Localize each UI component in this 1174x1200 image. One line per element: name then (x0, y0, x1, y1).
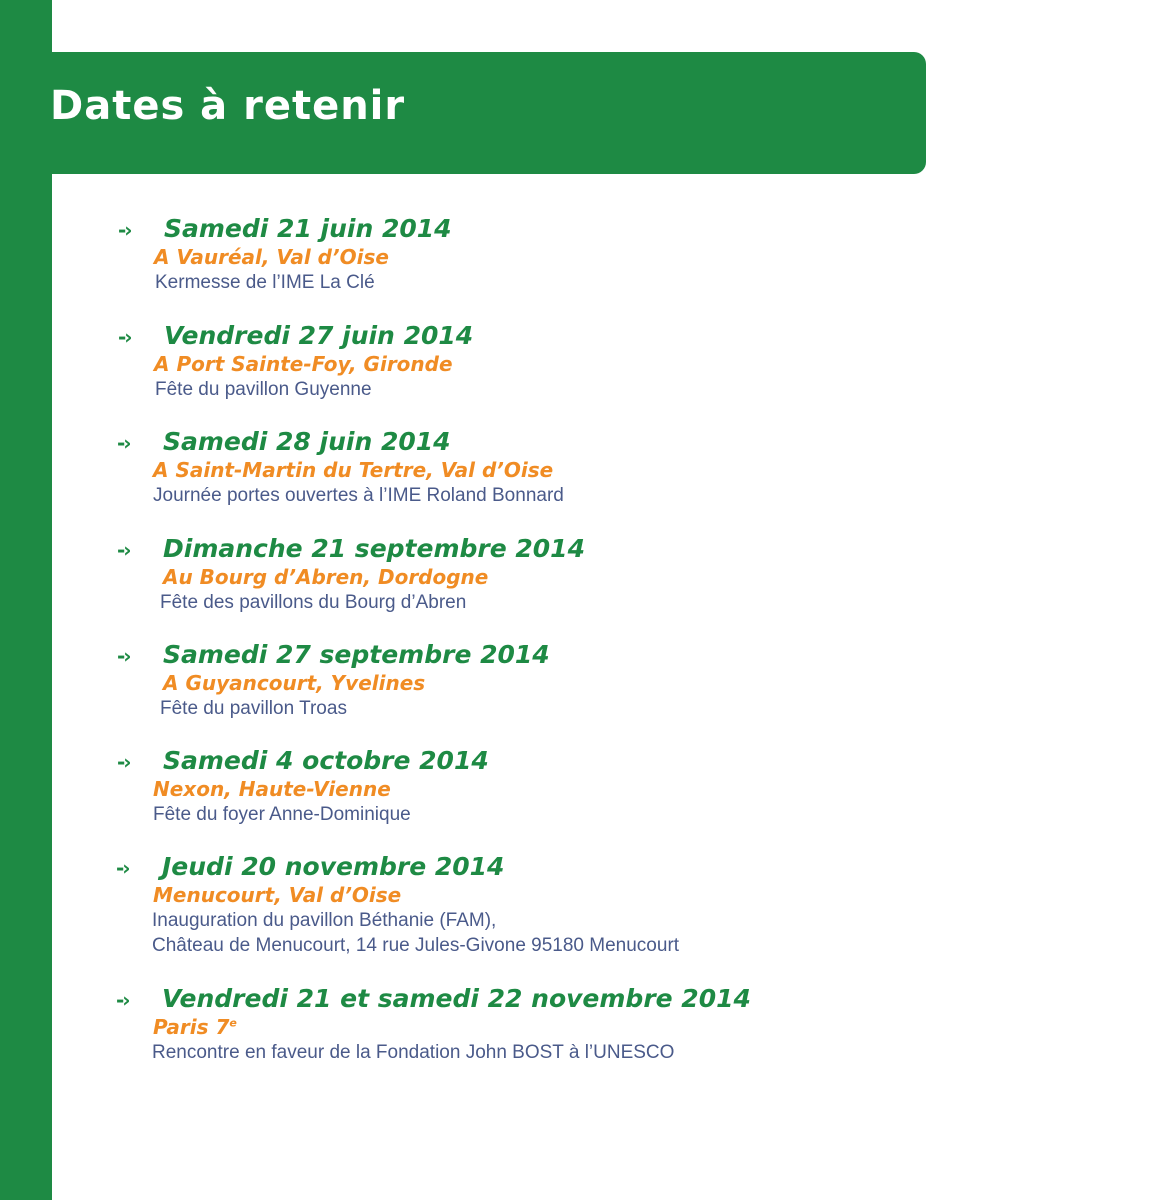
event-place-superscript: e (229, 1016, 237, 1030)
event-item (117, 640, 550, 721)
event-date: Dimanche 21 septembre 2014 (163, 534, 585, 563)
event-item (116, 852, 680, 958)
event-description: Fête des pavillons du Bourg d’Abren (160, 592, 467, 613)
event-description: Rencontre en faveur de la Fondation John BOST à l’UNESCO (152, 1042, 675, 1063)
event-place (153, 1014, 751, 1040)
event-date: Jeudi 20 novembre 2014 (162, 852, 505, 881)
event-description-line2: Château de Menucourt, 14 rue Jules-Givone 95180 Menucourt (152, 935, 680, 956)
arrow-right-icon: -› (117, 750, 130, 774)
event-description: Fête du pavillon Guyenne (155, 379, 372, 400)
event-item (117, 746, 489, 827)
arrow-right-icon: -› (118, 218, 131, 242)
event-date: Vendredi 27 juin 2014 (164, 321, 474, 350)
event-date: Samedi 21 juin 2014 (164, 214, 452, 243)
arrow-right-icon: -› (116, 988, 129, 1012)
event-date: Samedi 4 octobre 2014 (163, 746, 489, 775)
page-title: Dates à retenir (50, 83, 406, 129)
event-place: Menucourt, Val d’Oise (153, 883, 402, 907)
event-description: Journée portes ouvertes à l’IME Roland Bonnard (153, 485, 564, 506)
event-place: A Port Sainte-Foy, Gironde (154, 352, 453, 376)
event-place: Au Bourg d’Abren, Dordogne (163, 565, 489, 589)
event-place: Nexon, Haute-Vienne (153, 777, 391, 801)
event-date: Vendredi 21 et samedi 22 novembre 2014 (162, 984, 751, 1013)
event-item (117, 534, 585, 615)
event-place-text: Paris 7 (153, 1015, 230, 1039)
event-description: Inauguration du pavillon Béthanie (FAM), (152, 910, 497, 931)
arrow-right-icon: -› (116, 856, 129, 880)
arrow-right-icon: -› (117, 538, 130, 562)
event-date: Samedi 27 septembre 2014 (163, 640, 550, 669)
event-description: Fête du foyer Anne-Dominique (153, 804, 411, 825)
event-place: A Saint-Martin du Tertre, Val d’Oise (153, 458, 554, 482)
event-place: A Vauréal, Val d’Oise (154, 245, 389, 269)
event-place: A Guyancourt, Yvelines (163, 671, 426, 695)
arrow-right-icon: -› (117, 431, 130, 455)
event-item (117, 427, 564, 508)
event-date: Samedi 28 juin 2014 (163, 427, 451, 456)
arrow-right-icon: -› (117, 644, 130, 668)
event-item (118, 214, 452, 295)
event-description: Fête du pavillon Troas (160, 698, 347, 719)
event-description: Kermesse de l’IME La Clé (155, 272, 375, 293)
event-item (116, 984, 751, 1065)
event-item (118, 321, 474, 402)
arrow-right-icon: -› (118, 325, 131, 349)
